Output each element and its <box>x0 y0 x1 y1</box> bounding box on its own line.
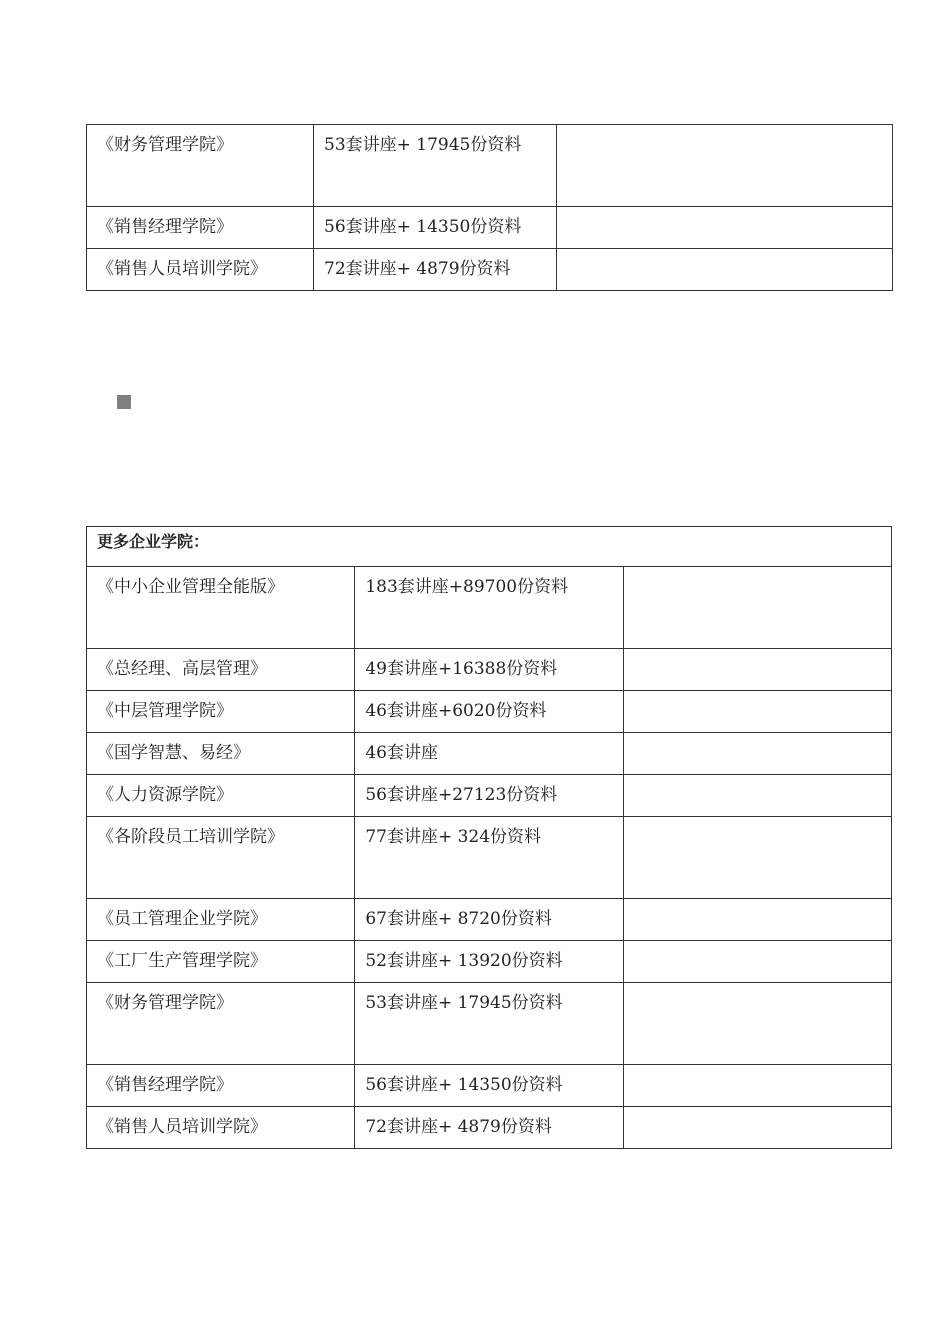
academy-content: 53套讲座+ 17945份资料 <box>314 125 557 207</box>
academy-content: 72套讲座+ 4879份资料 <box>314 249 557 291</box>
table-row <box>87 775 892 817</box>
academy-name: 《人力资源学院》 <box>87 775 355 817</box>
more-academies-table <box>86 526 892 1149</box>
academy-note <box>623 733 891 775</box>
academy-content: 53套讲座+ 17945份资料 <box>355 983 623 1065</box>
academy-note <box>557 125 893 207</box>
academy-name: 《国学智慧、易经》 <box>87 733 355 775</box>
top-course-table <box>86 124 893 291</box>
academy-content: 49套讲座+16388份资料 <box>355 649 623 691</box>
table-row <box>87 249 893 291</box>
table-row <box>87 941 892 983</box>
academy-content: 72套讲座+ 4879份资料 <box>355 1107 623 1149</box>
academy-name: 《工厂生产管理学院》 <box>87 941 355 983</box>
academy-content: 67套讲座+ 8720份资料 <box>355 899 623 941</box>
table-row <box>87 1107 892 1149</box>
academy-name: 《各阶段员工培训学院》 <box>87 817 355 899</box>
academy-name: 《销售经理学院》 <box>87 207 314 249</box>
academy-name: 《中小企业管理全能版》 <box>87 567 355 649</box>
table-row <box>87 125 893 207</box>
academy-name: 《员工管理企业学院》 <box>87 899 355 941</box>
academy-name: 《销售人员培训学院》 <box>87 249 314 291</box>
academy-content: 77套讲座+ 324份资料 <box>355 817 623 899</box>
academy-note <box>623 941 891 983</box>
academy-name: 《中层管理学院》 <box>87 691 355 733</box>
academy-name: 《总经理、高层管理》 <box>87 649 355 691</box>
academy-note <box>557 249 893 291</box>
table-row <box>87 983 892 1065</box>
academy-content: 52套讲座+ 13920份资料 <box>355 941 623 983</box>
academy-note <box>623 1065 891 1107</box>
table-row <box>87 733 892 775</box>
table-row <box>87 691 892 733</box>
academy-content: 56套讲座+ 14350份资料 <box>314 207 557 249</box>
academy-content: 46套讲座 <box>355 733 623 775</box>
academy-content: 56套讲座+27123份资料 <box>355 775 623 817</box>
academy-content: 56套讲座+ 14350份资料 <box>355 1065 623 1107</box>
table-row <box>87 1065 892 1107</box>
academy-note <box>623 567 891 649</box>
academy-content: 46套讲座+6020份资料 <box>355 691 623 733</box>
academy-content: 183套讲座+89700份资料 <box>355 567 623 649</box>
table-row <box>87 649 892 691</box>
table-header-row <box>87 527 892 567</box>
academy-note <box>623 817 891 899</box>
table-header: 更多企业学院： <box>87 527 892 567</box>
table-row <box>87 207 893 249</box>
academy-note <box>623 649 891 691</box>
academy-note <box>623 775 891 817</box>
academy-note <box>623 1107 891 1149</box>
table-row <box>87 899 892 941</box>
academy-note <box>623 983 891 1065</box>
academy-name: 《财务管理学院》 <box>87 125 314 207</box>
academy-name: 《销售人员培训学院》 <box>87 1107 355 1149</box>
academy-note <box>623 899 891 941</box>
academy-note <box>623 691 891 733</box>
table-row <box>87 567 892 649</box>
academy-name: 《销售经理学院》 <box>87 1065 355 1107</box>
academy-name: 《财务管理学院》 <box>87 983 355 1065</box>
table-row <box>87 817 892 899</box>
academy-note <box>557 207 893 249</box>
square-bullet-icon <box>117 395 131 409</box>
